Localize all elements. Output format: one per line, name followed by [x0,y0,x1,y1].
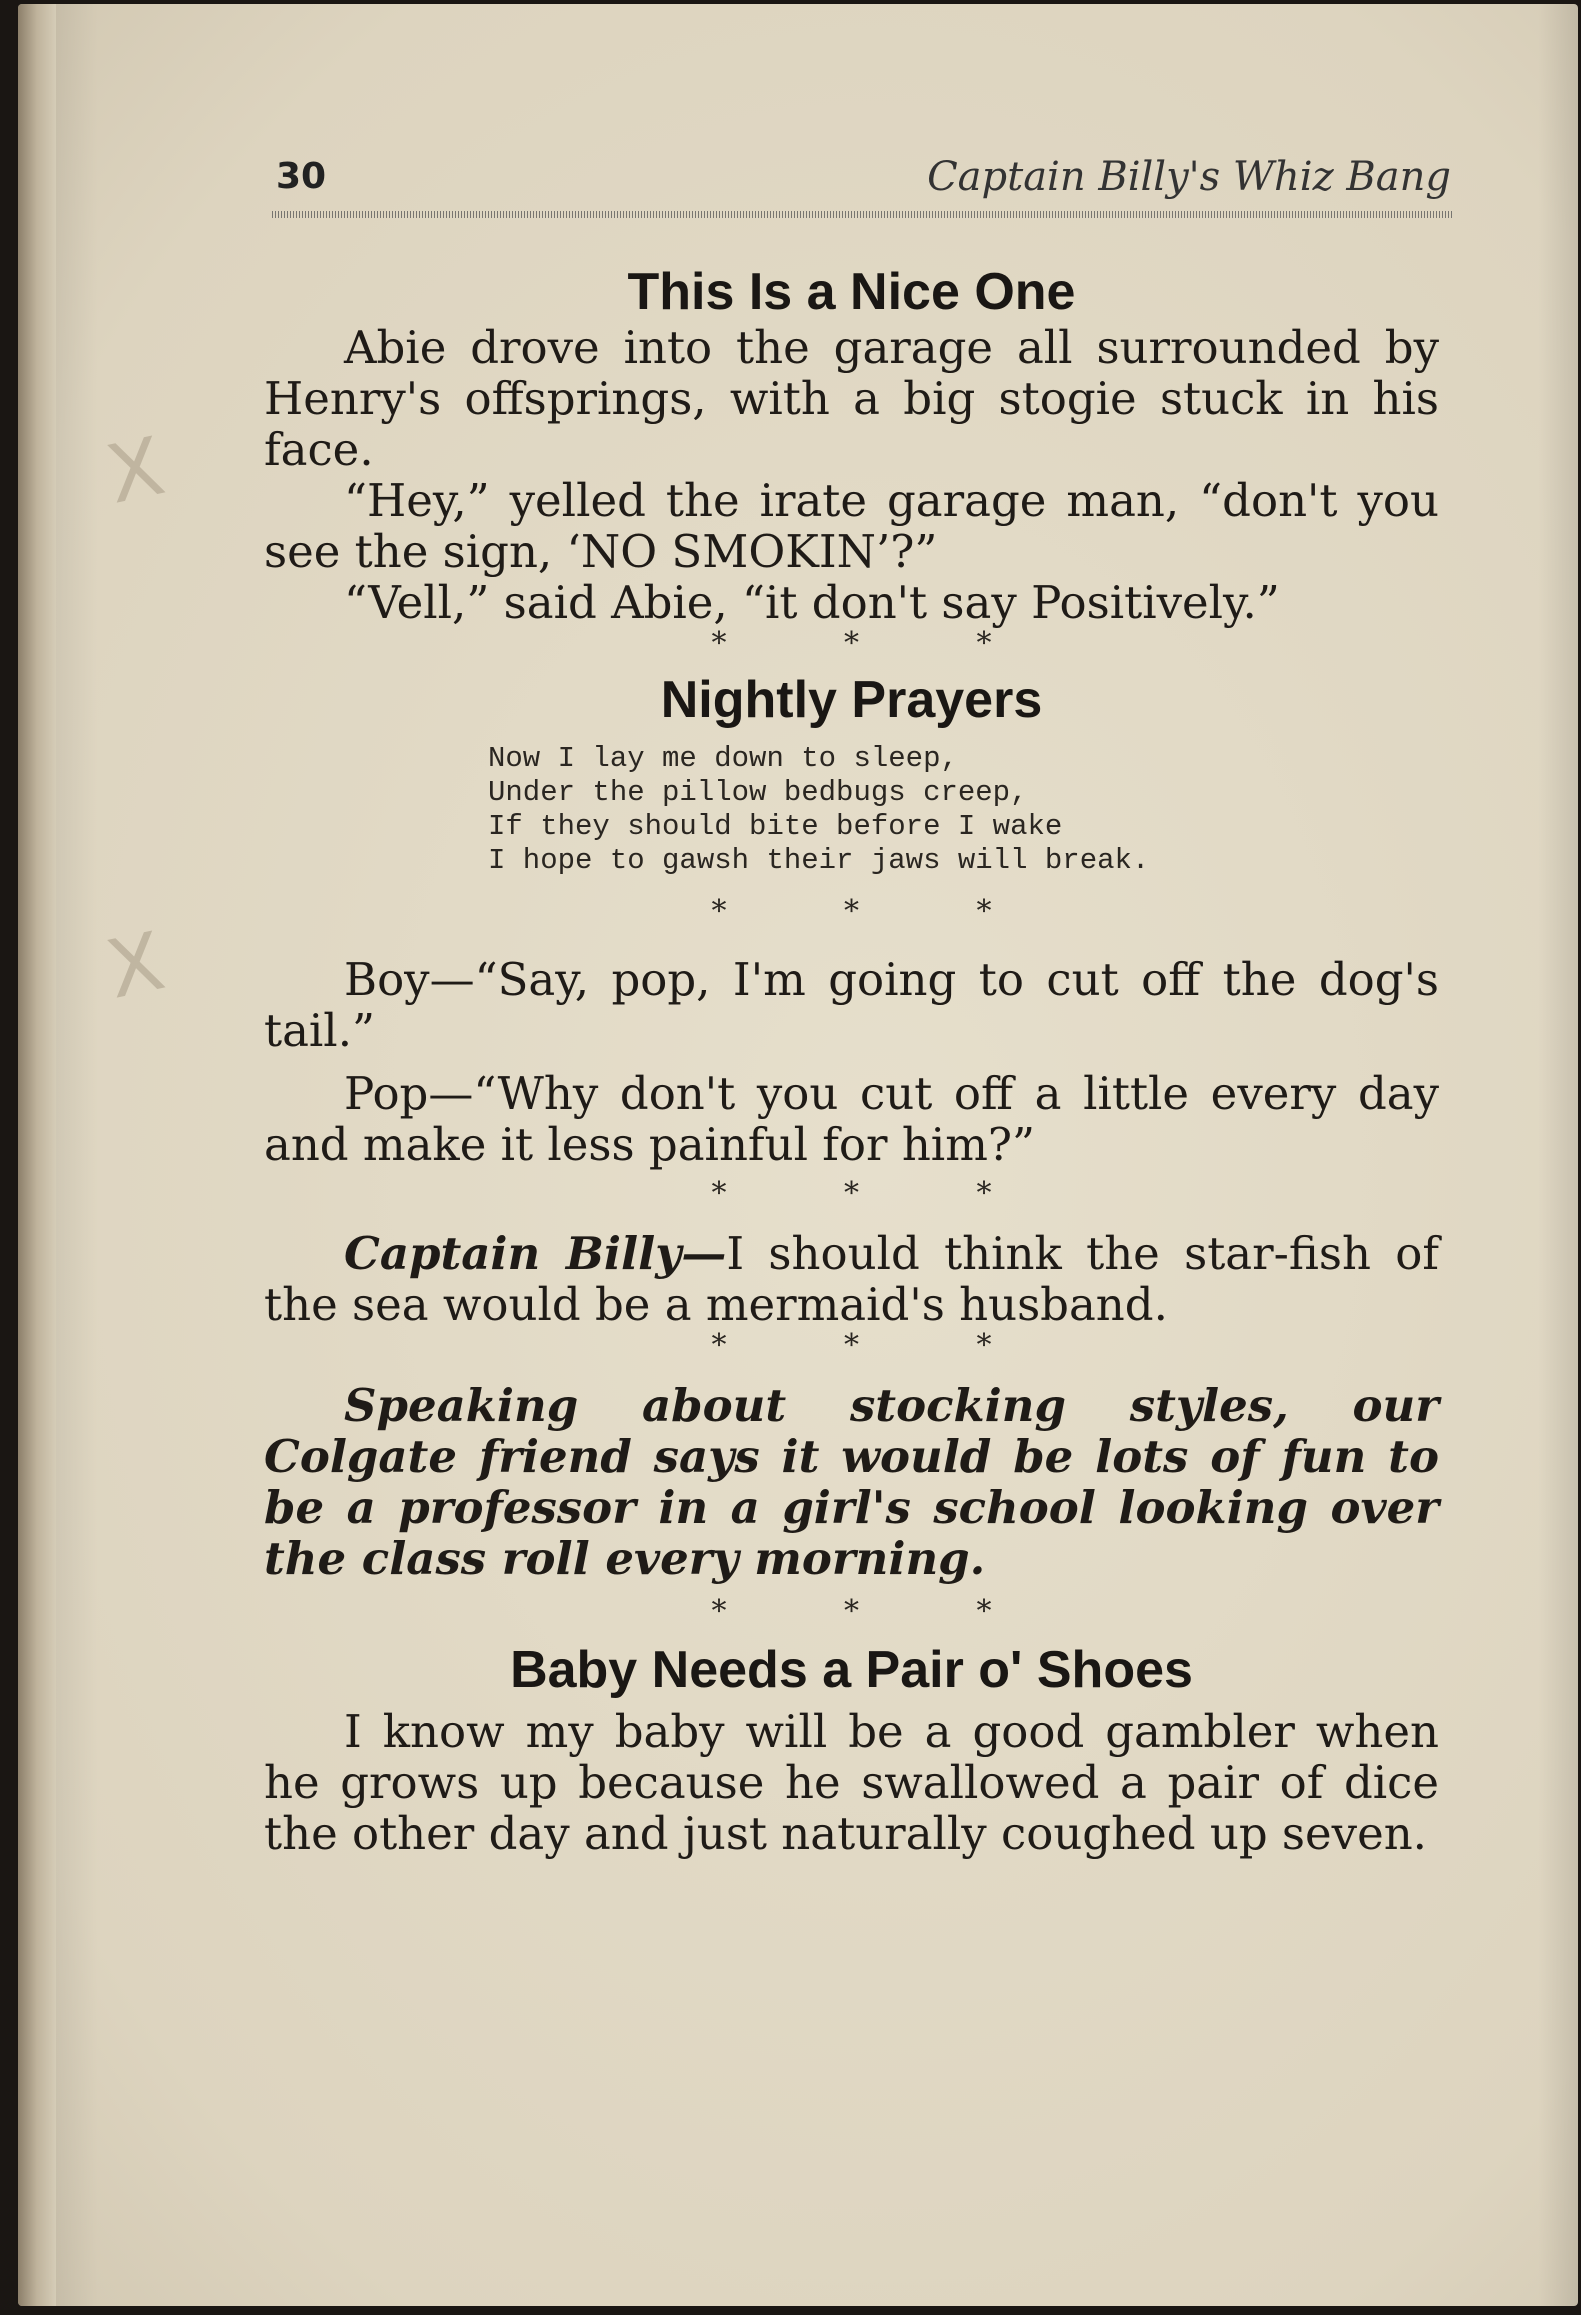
joke-text: I should think the star-fish of the sea would be a mermaid's husband. [264,1227,1440,1331]
page-number: 30 [276,156,327,197]
page-header [276,156,1451,202]
paragraph: “Vell,” said Abie, “it don't say Positively.” [344,576,1280,629]
separator-stars: * * * [711,626,1046,661]
article-title: Nightly Prayers [660,671,1043,729]
separator-stars: * * * [711,1594,1046,1629]
magazine-page [18,4,1578,2306]
poem-line: Now I lay me down to sleep, [488,742,958,775]
poem-line: I hope to gawsh their jaws will break. [488,844,1150,877]
poem-line: Under the pillow bedbugs creep, [488,776,1028,809]
header-rule [272,211,1452,218]
paragraph: Boy—“Say, pop, I'm going to cut off the dog's tail.” [264,953,1439,1057]
paragraph: I know my baby will be a good gambler when he grows up because he swallowed a pair of dice the other day and just naturally coughed up seven. [264,1705,1439,1860]
poem-line: If they should bite before I wake [488,810,1063,843]
separator-stars: * * * [711,1176,1046,1211]
separator-stars: * * * [711,1328,1046,1363]
article-title: This Is a Nice One [627,263,1076,321]
paragraph: Pop—“Why don't you cut off a little every day and make it less painful for him?” [264,1067,1439,1171]
paragraph [264,1228,1439,1330]
paragraph: Abie drove into the garage all surrounded by Henry's offsprings, with a big stogie stuck in his face. [264,321,1439,476]
page-content [264,262,1439,1859]
speaker-label: Captain Billy— [344,1227,727,1280]
paragraph: Speaking about stocking styles, our Colgate friend says it would be lots of fun to be a professor in a girl's school looking over the class roll every morning. [264,1379,1439,1585]
book-spine [18,4,56,2306]
separator-stars: * * * [711,894,1046,929]
poem [488,742,1439,878]
running-head: Captain Billy's Whiz Bang [927,154,1451,200]
paragraph: “Hey,” yelled the irate garage man, “don't you see the sign, ‘NO SMOKIN’?” [264,474,1439,578]
article-title: Baby Needs a Pair o' Shoes [510,1641,1193,1699]
pencil-mark: X [98,914,172,1017]
pencil-mark: X [98,419,172,522]
